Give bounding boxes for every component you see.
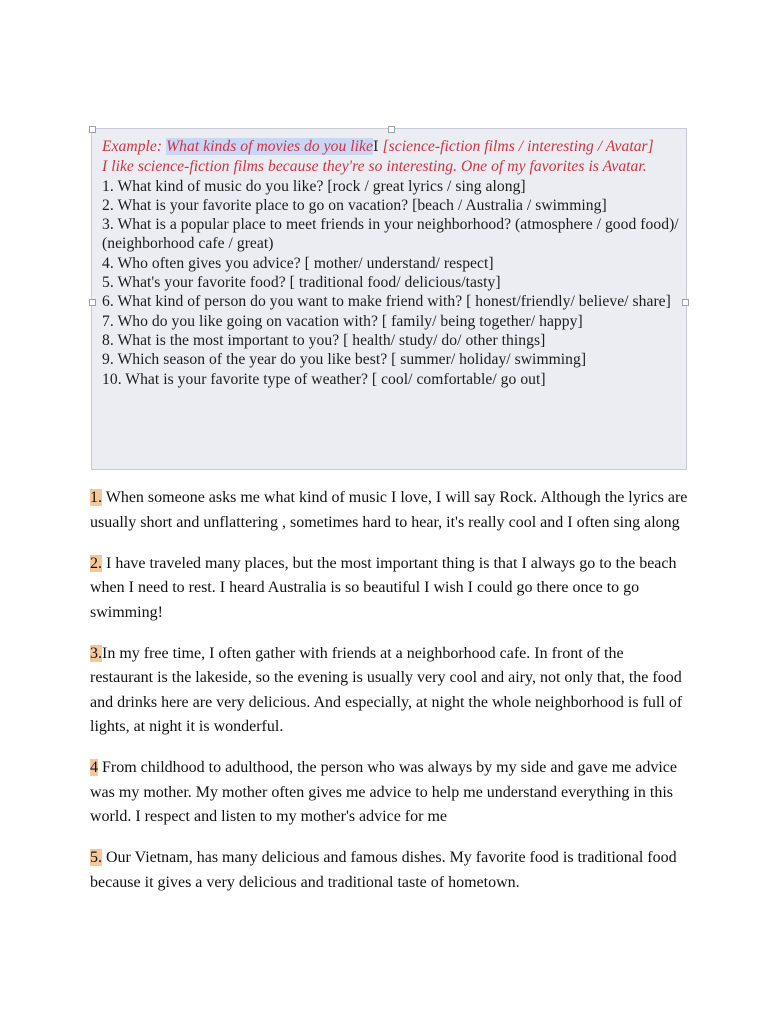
question-item: 2. What is your favorite place to go on vacation? [beach / Australia / swimming] <box>102 196 607 214</box>
answer-number: 5. <box>90 849 102 866</box>
question-item: 9. Which season of the year do you like best? [ summer/ holiday/ swimming] <box>102 351 587 369</box>
question-item: 7. Who do you like going on vacation with? [ family/ being together/ happy] <box>102 312 583 330</box>
resize-handle[interactable] <box>89 299 96 306</box>
question-item: 10. What is your favorite type of weather? [ cool/ comfortable/ go out] <box>102 370 546 388</box>
exercise-image <box>91 128 687 470</box>
answer-text: I have traveled many places, but the most important thing is that I always go to the beach when I need to rest. I heard Australia is so beautiful I wish I could go there once to go swimming! <box>90 554 677 621</box>
answer-text: When someone asks me what kind of music I love, I will say Rock. Although the lyrics are usually short and unflattering , sometimes hard to hear, it's really cool and I often sing along <box>90 489 688 531</box>
text-cursor-icon: Ⅰ <box>372 140 379 155</box>
answer-paragraph <box>90 846 690 895</box>
resize-handle[interactable] <box>388 126 395 133</box>
question-item: 5. What's your favorite food? [ traditional food/ delicious/tasty] <box>102 274 501 292</box>
question-item: 4. Who often gives you advice? [ mother/ understand/ respect] <box>102 254 494 272</box>
answer-number: 2. <box>90 554 102 572</box>
example-prompt <box>102 137 680 157</box>
question-item: 6. What kind of person do you want to make friend with? [ honest/friendly/ believe/ share] <box>102 293 671 311</box>
resize-handle[interactable] <box>682 299 689 306</box>
question-item: 1. What kind of music do you like? [rock / great lyrics / sing along] <box>102 177 526 195</box>
example-question: What kinds of movies do you like <box>166 138 373 155</box>
question-item: 3. What is a popular place to meet friends in your neighborhood? (atmosphere / good food)/ (neighborhood cafe / great) <box>102 216 679 253</box>
example-answer: I like science-fiction films because they're so interesting. One of my favorites is Avatar. <box>102 158 647 176</box>
answer-paragraph <box>90 486 690 535</box>
answer-number: 1. <box>90 489 102 506</box>
resize-handle[interactable] <box>89 126 96 133</box>
answer-number: 3. <box>90 644 102 662</box>
answer-number: 4 <box>90 759 98 776</box>
answer-paragraph <box>90 552 690 626</box>
answers-section <box>90 486 690 912</box>
answer-paragraph <box>90 642 690 740</box>
question-item: 8. What is the most important to you? [ health/ study/ do/ other things] <box>102 331 546 349</box>
answer-text: In my free time, I often gather with friends at a neighborhood cafe. In front of the restaurant is the lakeside, so the evening is usually very cool and airy, not only that, the food and drinks here are very delicious. And especially, at night the whole neighborhood is full of lights, at night it is wonderful. <box>90 644 683 735</box>
answer-text: From childhood to adulthood, the person who was always by my side and gave me advice was my mother. My mother often gives me advice to help me understand everything in this world. I respect and listen to my mother's advice for me <box>90 759 677 825</box>
example-cue: [science-fiction films / interesting / Avatar] <box>382 138 654 155</box>
answer-paragraph <box>90 756 690 830</box>
answer-text: Our Vietnam, has many delicious and famous dishes. My favorite food is traditional food because it gives a very delicious and traditional taste of hometown. <box>90 849 677 891</box>
example-label: Example: <box>102 138 163 155</box>
